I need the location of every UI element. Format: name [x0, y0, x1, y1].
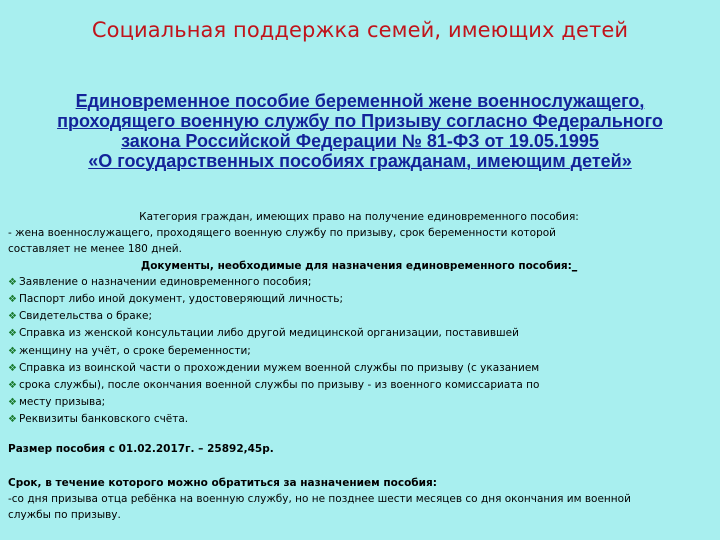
list-item-text: Заявление о назначении единовременного пособия; [18, 275, 312, 288]
documents-heading-suffix: _ [571, 259, 578, 272]
spacer [8, 457, 710, 475]
list-item [8, 325, 710, 342]
list-item-text: Свидетельства о браке; [18, 310, 153, 323]
bullet-diamond-icon: ❖ [8, 311, 17, 323]
documents-heading-text: Документы, необходимые для назначения единовременного пособия: [140, 259, 572, 272]
bullet-diamond-icon: ❖ [8, 414, 17, 426]
subtitle-line: закона Российской Федерации № 81-ФЗ от 19.05.1995 [121, 131, 599, 151]
spacer [8, 429, 710, 441]
list-item-text: Паспорт либо иной документ, удостоверяющий личность; [18, 293, 344, 306]
bullet-diamond-icon: ❖ [8, 345, 17, 357]
list-item-text: месту призыва; [18, 396, 106, 409]
list-item [8, 343, 710, 360]
documents-heading [8, 258, 710, 274]
list-item [8, 360, 710, 377]
list-item [8, 291, 710, 308]
list-item-text: Реквизиты банковского счёта. [18, 413, 189, 426]
bullet-diamond-icon: ❖ [8, 380, 17, 392]
bullet-diamond-icon: ❖ [8, 397, 17, 409]
list-item [8, 274, 710, 291]
list-item-text: срока службы), после окончания военной службы по призыву - из военного комиссариата по [18, 379, 540, 392]
bullet-diamond-icon: ❖ [8, 362, 17, 374]
subtitle-line: «О государственных пособиях гражданам, имеющим детей» [88, 151, 632, 171]
list-item-text: Справка из воинской части о прохождении мужем военной службы по призыву (с указанием [18, 361, 540, 374]
subtitle-line: Единовременное пособие беременной жене военнослужащего, [75, 91, 645, 111]
subtitle-line: проходящего военную службу по Призыву согласно Федерального [57, 111, 663, 131]
category-line: составляет не менее 180 дней. [8, 243, 182, 256]
documents-list [8, 274, 710, 429]
bullet-diamond-icon: ❖ [8, 276, 17, 288]
category-line: - жена военнослужащего, проходящего военную службу по призыву, срок беременности которой [8, 227, 556, 240]
content-body [8, 209, 710, 523]
list-item [8, 377, 710, 394]
bullet-diamond-icon: ❖ [8, 294, 17, 306]
deadline-line: службы по призыву. [8, 509, 121, 522]
list-item [8, 394, 710, 411]
list-item [8, 411, 710, 428]
list-item-text: женщину на учёт, о сроке беременности; [18, 344, 251, 357]
subtitle [0, 91, 720, 171]
bullet-diamond-icon: ❖ [8, 328, 17, 340]
deadline-line: -со дня призыва отца ребёнка на военную службу, но не позднее шести месяцев со дня окончания им военной [8, 493, 631, 506]
list-item-text: Справка из женской консультации либо другой медицинской организации, поставившей [18, 327, 519, 340]
list-item [8, 308, 710, 325]
category-heading: Категория граждан, имеющих право на получение единовременного пособия: [139, 211, 579, 223]
page-title: Социальная поддержка семей, имеющих детей [91, 18, 629, 42]
deadline-heading: Срок, в течение которого можно обратиться за назначением пособия: [8, 476, 437, 489]
amount-line: Размер пособия с 01.02.2017г. – 25892,45р. [8, 442, 274, 455]
